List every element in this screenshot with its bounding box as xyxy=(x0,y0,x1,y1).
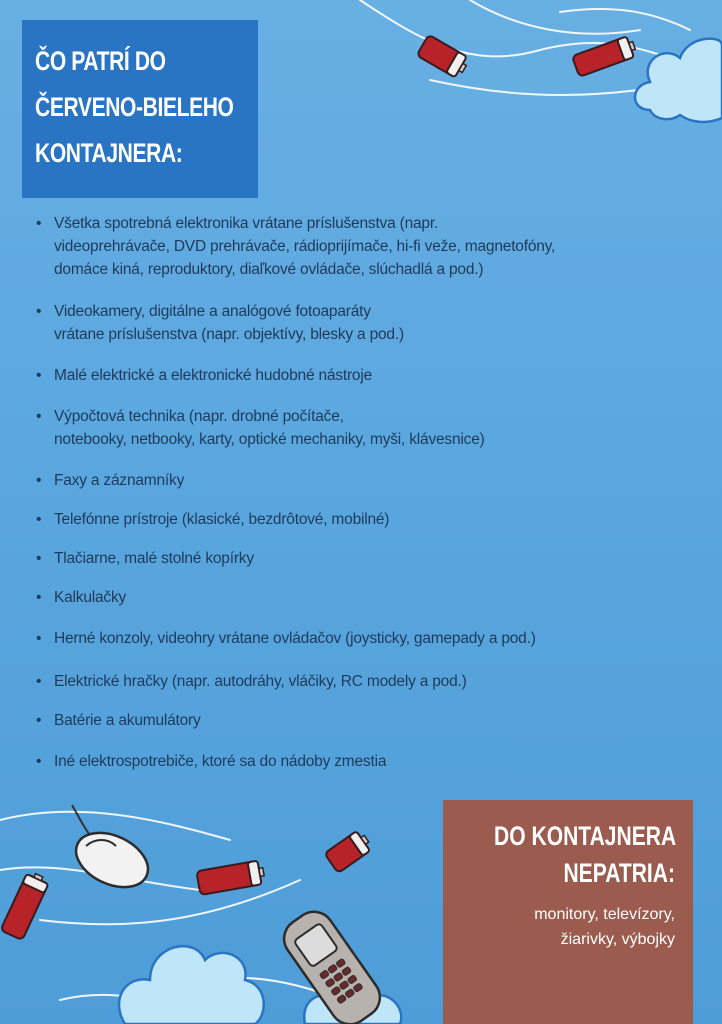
list-item-text: • Elektrické hračky (napr. autodráhy, vláčiky, RC modely a pod.) xyxy=(54,673,467,690)
battery-icon xyxy=(572,35,638,77)
list-item-text: videoprehrávače, DVD prehrávače, rádioprijímače, hi-fi veže, magnetofóny, xyxy=(54,238,556,255)
list-item xyxy=(36,750,696,773)
list-item-text: • Výpočtová technika (napr. drobné počítače, xyxy=(54,408,344,425)
list-item xyxy=(36,469,696,492)
battery-icon xyxy=(196,860,265,895)
list-item xyxy=(36,670,696,693)
list-item xyxy=(36,508,696,531)
battery-icon xyxy=(417,35,471,80)
page-title-line-2: ČERVENO-BIELEHO xyxy=(35,92,234,122)
excluded-title-line-2: NEPATRIA: xyxy=(563,858,675,888)
heading-box xyxy=(22,20,258,198)
battery-icon xyxy=(0,870,50,940)
list-item-text: • Všetka spotrebná elektronika vrátane príslušenstva (napr. xyxy=(54,215,439,232)
list-item-text: notebooky, netbooky, karty, optické mechaniky, myši, klávesnice) xyxy=(54,431,485,448)
page-title-line-1: ČO PATRÍ DO xyxy=(35,46,166,76)
list-item-text: • Malé elektrické a elektronické hudobné nástroje xyxy=(54,367,373,384)
list-item xyxy=(36,212,696,281)
list-item xyxy=(36,405,696,451)
list-item-text: vrátane príslušenstva (napr. objektívy, blesky a pod.) xyxy=(54,326,404,343)
list-item xyxy=(36,586,696,609)
cloud-icon xyxy=(119,946,264,1024)
excluded-title-line-1: DO KONTAJNERA xyxy=(494,821,677,851)
page-title-line-3: KONTAJNERA: xyxy=(35,138,183,168)
accepted-items-list xyxy=(36,212,696,773)
list-item xyxy=(36,364,696,387)
list-item-text: • Herné konzoly, videohry vrátane ovládačov (joysticky, gamepady a pod.) xyxy=(54,630,536,647)
excluded-text-line-2: žiarivky, výbojky xyxy=(560,931,675,948)
list-item xyxy=(36,627,696,650)
battery-icon xyxy=(324,829,373,873)
excluded-items-box xyxy=(443,800,693,1024)
list-item xyxy=(36,300,696,346)
list-item-text: • Tlačiarne, malé stolné kopírky xyxy=(54,550,254,567)
list-item-text: • Iné elektrospotrebiče, ktoré sa do nádoby zmestia xyxy=(54,753,387,770)
list-item-text: • Videokamery, digitálne a analógové fotoaparáty xyxy=(54,303,371,320)
excluded-text-line-1: monitory, televízory, xyxy=(534,906,675,923)
list-item xyxy=(36,709,696,732)
list-item-text: • Faxy a záznamníky xyxy=(54,472,185,489)
list-item-text: domáce kiná, reproduktory, diaľkové ovládače, slúchadlá a pod.) xyxy=(54,261,484,278)
list-item xyxy=(36,547,696,570)
list-item-text: • Telefónne prístroje (klasické, bezdrôtové, mobilné) xyxy=(54,511,390,528)
list-item-text: • Kalkulačky xyxy=(54,589,127,606)
list-item-text: • Batérie a akumulátory xyxy=(54,712,201,729)
mobile-phone-icon xyxy=(276,904,387,1024)
